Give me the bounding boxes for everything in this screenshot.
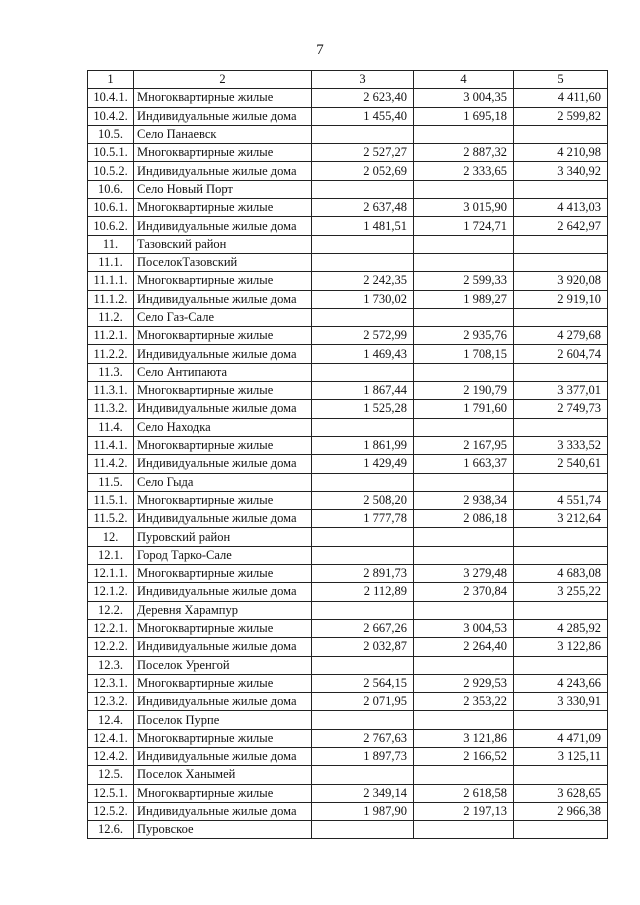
page-number: 7 bbox=[316, 42, 324, 58]
table-row bbox=[88, 455, 608, 473]
row-value-col4: 1 663,37 bbox=[414, 455, 514, 473]
row-value-col3: 2 052,69 bbox=[312, 162, 414, 180]
row-value-col4 bbox=[414, 235, 514, 253]
row-value-col3: 2 112,89 bbox=[312, 583, 414, 601]
row-value-col4: 1 695,18 bbox=[414, 107, 514, 125]
row-value-col5: 2 642,97 bbox=[514, 217, 608, 235]
table-row bbox=[88, 565, 608, 583]
row-value-col5: 2 966,38 bbox=[514, 802, 608, 820]
row-value-col3: 1 897,73 bbox=[312, 747, 414, 765]
row-value-col4: 2 190,79 bbox=[414, 382, 514, 400]
table-row bbox=[88, 400, 608, 418]
row-code: 12.1.2. bbox=[88, 583, 134, 601]
row-value-col4 bbox=[414, 601, 514, 619]
row-code: 11.5.2. bbox=[88, 510, 134, 528]
row-value-col3: 2 032,87 bbox=[312, 638, 414, 656]
table-row bbox=[88, 253, 608, 271]
row-code: 10.6.1. bbox=[88, 199, 134, 217]
row-value-col3 bbox=[312, 180, 414, 198]
row-name: Индивидуальные жилые дома bbox=[134, 107, 312, 125]
table-row bbox=[88, 89, 608, 107]
row-value-col4 bbox=[414, 656, 514, 674]
row-value-col5: 4 551,74 bbox=[514, 491, 608, 509]
row-value-col3: 1 455,40 bbox=[312, 107, 414, 125]
table-row bbox=[88, 107, 608, 125]
row-value-col4 bbox=[414, 253, 514, 271]
row-value-col4 bbox=[414, 125, 514, 143]
row-value-col5 bbox=[514, 821, 608, 839]
row-value-col5: 3 340,92 bbox=[514, 162, 608, 180]
row-value-col4: 2 618,58 bbox=[414, 784, 514, 802]
row-code: 10.6.2. bbox=[88, 217, 134, 235]
row-name: Село Находка bbox=[134, 418, 312, 436]
row-code: 11.4.1. bbox=[88, 436, 134, 454]
row-value-col3 bbox=[312, 711, 414, 729]
table-row bbox=[88, 162, 608, 180]
row-name: Многоквартирные жилые bbox=[134, 565, 312, 583]
row-value-col3: 1 469,43 bbox=[312, 345, 414, 363]
row-name: Многоквартирные жилые bbox=[134, 491, 312, 509]
row-value-col4: 2 167,95 bbox=[414, 436, 514, 454]
row-value-col4: 1 791,60 bbox=[414, 400, 514, 418]
row-code: 11.5. bbox=[88, 473, 134, 491]
row-value-col4: 3 015,90 bbox=[414, 199, 514, 217]
table-body bbox=[88, 89, 608, 839]
header-cell-2: 2 bbox=[134, 71, 312, 89]
row-value-col3: 1 987,90 bbox=[312, 802, 414, 820]
table-row bbox=[88, 382, 608, 400]
row-name: Индивидуальные жилые дома bbox=[134, 290, 312, 308]
row-name: Село Панаевск bbox=[134, 125, 312, 143]
table-row bbox=[88, 418, 608, 436]
row-value-col4 bbox=[414, 180, 514, 198]
row-value-col3 bbox=[312, 528, 414, 546]
row-value-col3: 2 572,99 bbox=[312, 327, 414, 345]
row-name: Многоквартирные жилые bbox=[134, 784, 312, 802]
row-value-col3 bbox=[312, 308, 414, 326]
row-value-col5 bbox=[514, 528, 608, 546]
row-code: 12.5.1. bbox=[88, 784, 134, 802]
row-value-col4 bbox=[414, 766, 514, 784]
row-name: Село Новый Порт bbox=[134, 180, 312, 198]
table-row bbox=[88, 528, 608, 546]
row-value-col5: 2 749,73 bbox=[514, 400, 608, 418]
row-name: Индивидуальные жилые дома bbox=[134, 162, 312, 180]
row-value-col3: 2 242,35 bbox=[312, 272, 414, 290]
row-value-col5 bbox=[514, 363, 608, 381]
row-name: Индивидуальные жилые дома bbox=[134, 747, 312, 765]
table-row bbox=[88, 436, 608, 454]
row-name: Город Тарко-Сале bbox=[134, 546, 312, 564]
row-code: 10.5.1. bbox=[88, 144, 134, 162]
row-value-col3 bbox=[312, 253, 414, 271]
table-row bbox=[88, 473, 608, 491]
row-value-col5: 4 285,92 bbox=[514, 619, 608, 637]
row-value-col4: 1 989,27 bbox=[414, 290, 514, 308]
row-value-col5: 3 333,52 bbox=[514, 436, 608, 454]
row-value-col3: 2 564,15 bbox=[312, 674, 414, 692]
row-code: 12.5. bbox=[88, 766, 134, 784]
table-row bbox=[88, 711, 608, 729]
row-value-col3: 2 071,95 bbox=[312, 693, 414, 711]
row-name: Село Гыда bbox=[134, 473, 312, 491]
row-value-col5 bbox=[514, 180, 608, 198]
row-code: 11.3.1. bbox=[88, 382, 134, 400]
table-row bbox=[88, 601, 608, 619]
row-value-col5: 3 330,91 bbox=[514, 693, 608, 711]
row-value-col3 bbox=[312, 656, 414, 674]
row-value-col4: 2 599,33 bbox=[414, 272, 514, 290]
table-row bbox=[88, 583, 608, 601]
row-value-col3 bbox=[312, 473, 414, 491]
row-code: 12.1. bbox=[88, 546, 134, 564]
row-code: 11.4.2. bbox=[88, 455, 134, 473]
row-value-col3 bbox=[312, 235, 414, 253]
row-value-col3 bbox=[312, 601, 414, 619]
row-name: Многоквартирные жилые bbox=[134, 327, 312, 345]
table-row bbox=[88, 199, 608, 217]
table-row bbox=[88, 638, 608, 656]
row-value-col3: 1 867,44 bbox=[312, 382, 414, 400]
row-code: 10.5. bbox=[88, 125, 134, 143]
table-row bbox=[88, 656, 608, 674]
row-value-col4: 1 724,71 bbox=[414, 217, 514, 235]
row-value-col3: 2 767,63 bbox=[312, 729, 414, 747]
row-code: 11.1.1. bbox=[88, 272, 134, 290]
row-value-col3: 1 481,51 bbox=[312, 217, 414, 235]
row-name: Индивидуальные жилые дома bbox=[134, 638, 312, 656]
table-row bbox=[88, 290, 608, 308]
table-row bbox=[88, 821, 608, 839]
header-row bbox=[88, 71, 608, 89]
table-row bbox=[88, 546, 608, 564]
table-row bbox=[88, 235, 608, 253]
table-row bbox=[88, 766, 608, 784]
row-value-col4: 3 121,86 bbox=[414, 729, 514, 747]
table-row bbox=[88, 125, 608, 143]
row-code: 11.5.1. bbox=[88, 491, 134, 509]
row-value-col4: 2 197,13 bbox=[414, 802, 514, 820]
row-value-col4 bbox=[414, 546, 514, 564]
table-row bbox=[88, 491, 608, 509]
row-value-col5: 4 411,60 bbox=[514, 89, 608, 107]
row-value-col5: 2 540,61 bbox=[514, 455, 608, 473]
table-row bbox=[88, 363, 608, 381]
row-name: Многоквартирные жилые bbox=[134, 199, 312, 217]
header-cell-1: 1 bbox=[88, 71, 134, 89]
row-code: 12.3.2. bbox=[88, 693, 134, 711]
row-code: 12.4. bbox=[88, 711, 134, 729]
row-value-col5: 3 255,22 bbox=[514, 583, 608, 601]
row-value-col3: 1 525,28 bbox=[312, 400, 414, 418]
row-code: 12. bbox=[88, 528, 134, 546]
row-value-col3: 2 667,26 bbox=[312, 619, 414, 637]
row-name: Индивидуальные жилые дома bbox=[134, 583, 312, 601]
row-value-col5: 3 628,65 bbox=[514, 784, 608, 802]
row-value-col3: 1 429,49 bbox=[312, 455, 414, 473]
table-row bbox=[88, 180, 608, 198]
row-value-col5: 3 920,08 bbox=[514, 272, 608, 290]
row-value-col5 bbox=[514, 125, 608, 143]
row-value-col4 bbox=[414, 363, 514, 381]
row-name: Поселок Пурпе bbox=[134, 711, 312, 729]
row-value-col4 bbox=[414, 528, 514, 546]
row-code: 11.2. bbox=[88, 308, 134, 326]
row-name: Индивидуальные жилые дома bbox=[134, 217, 312, 235]
row-value-col5: 4 413,03 bbox=[514, 199, 608, 217]
row-value-col5: 3 125,11 bbox=[514, 747, 608, 765]
row-code: 12.5.2. bbox=[88, 802, 134, 820]
row-code: 12.3. bbox=[88, 656, 134, 674]
row-value-col5 bbox=[514, 473, 608, 491]
row-name: Многоквартирные жилые bbox=[134, 89, 312, 107]
row-value-col4 bbox=[414, 418, 514, 436]
row-value-col5: 3 122,86 bbox=[514, 638, 608, 656]
row-value-col4: 1 708,15 bbox=[414, 345, 514, 363]
rates-table bbox=[87, 70, 608, 839]
row-name: Многоквартирные жилые bbox=[134, 436, 312, 454]
row-code: 12.1.1. bbox=[88, 565, 134, 583]
row-value-col3: 1 861,99 bbox=[312, 436, 414, 454]
table-row bbox=[88, 272, 608, 290]
header-cell-4: 4 bbox=[414, 71, 514, 89]
table-row bbox=[88, 729, 608, 747]
table-row bbox=[88, 693, 608, 711]
row-code: 11. bbox=[88, 235, 134, 253]
row-value-col4: 2 353,22 bbox=[414, 693, 514, 711]
row-value-col3 bbox=[312, 125, 414, 143]
row-code: 11.2.2. bbox=[88, 345, 134, 363]
row-value-col4: 3 279,48 bbox=[414, 565, 514, 583]
row-name: Многоквартирные жилые bbox=[134, 144, 312, 162]
row-value-col4 bbox=[414, 473, 514, 491]
row-value-col3: 1 730,02 bbox=[312, 290, 414, 308]
row-value-col5: 4 243,66 bbox=[514, 674, 608, 692]
row-code: 10.4.1. bbox=[88, 89, 134, 107]
row-name: Индивидуальные жилые дома bbox=[134, 510, 312, 528]
row-value-col5: 4 683,08 bbox=[514, 565, 608, 583]
row-value-col5: 2 599,82 bbox=[514, 107, 608, 125]
row-code: 12.2.2. bbox=[88, 638, 134, 656]
row-value-col4 bbox=[414, 711, 514, 729]
row-value-col4: 2 333,65 bbox=[414, 162, 514, 180]
table-row bbox=[88, 144, 608, 162]
row-value-col5 bbox=[514, 546, 608, 564]
row-name: Многоквартирные жилые bbox=[134, 272, 312, 290]
row-value-col5 bbox=[514, 601, 608, 619]
row-code: 12.3.1. bbox=[88, 674, 134, 692]
row-code: 12.4.1. bbox=[88, 729, 134, 747]
row-name: Индивидуальные жилые дома bbox=[134, 802, 312, 820]
row-value-col5 bbox=[514, 766, 608, 784]
row-code: 11.1. bbox=[88, 253, 134, 271]
row-value-col4: 2 929,53 bbox=[414, 674, 514, 692]
row-code: 12.6. bbox=[88, 821, 134, 839]
row-value-col5: 2 604,74 bbox=[514, 345, 608, 363]
row-name: Индивидуальные жилые дома bbox=[134, 693, 312, 711]
row-value-col4: 2 935,76 bbox=[414, 327, 514, 345]
row-value-col4: 3 004,53 bbox=[414, 619, 514, 637]
row-code: 11.3.2. bbox=[88, 400, 134, 418]
table-row bbox=[88, 345, 608, 363]
row-value-col3 bbox=[312, 418, 414, 436]
row-value-col4: 2 264,40 bbox=[414, 638, 514, 656]
row-code: 12.4.2. bbox=[88, 747, 134, 765]
header-cell-3: 3 bbox=[312, 71, 414, 89]
row-value-col5: 4 471,09 bbox=[514, 729, 608, 747]
row-value-col3: 2 891,73 bbox=[312, 565, 414, 583]
row-value-col3 bbox=[312, 766, 414, 784]
row-value-col5 bbox=[514, 308, 608, 326]
table-row bbox=[88, 308, 608, 326]
row-value-col3: 2 527,27 bbox=[312, 144, 414, 162]
row-name: Многоквартирные жилые bbox=[134, 674, 312, 692]
row-value-col3 bbox=[312, 363, 414, 381]
table-row bbox=[88, 619, 608, 637]
row-name: Поселок Уренгой bbox=[134, 656, 312, 674]
row-name: Село Антипаюта bbox=[134, 363, 312, 381]
table-row bbox=[88, 510, 608, 528]
row-value-col5: 4 210,98 bbox=[514, 144, 608, 162]
row-value-col5: 4 279,68 bbox=[514, 327, 608, 345]
row-code: 11.1.2. bbox=[88, 290, 134, 308]
row-name: Пуровское bbox=[134, 821, 312, 839]
row-name: Пуровский район bbox=[134, 528, 312, 546]
row-name: Тазовский район bbox=[134, 235, 312, 253]
row-name: ПоселокТазовский bbox=[134, 253, 312, 271]
row-value-col5: 3 377,01 bbox=[514, 382, 608, 400]
row-code: 10.4.2. bbox=[88, 107, 134, 125]
row-code: 11.4. bbox=[88, 418, 134, 436]
row-value-col4: 2 370,84 bbox=[414, 583, 514, 601]
row-value-col4: 2 086,18 bbox=[414, 510, 514, 528]
row-value-col3: 2 508,20 bbox=[312, 491, 414, 509]
row-value-col5 bbox=[514, 656, 608, 674]
row-code: 11.3. bbox=[88, 363, 134, 381]
row-code: 11.2.1. bbox=[88, 327, 134, 345]
table-row bbox=[88, 674, 608, 692]
row-name: Многоквартирные жилые bbox=[134, 382, 312, 400]
table-row bbox=[88, 217, 608, 235]
row-value-col3 bbox=[312, 821, 414, 839]
row-name: Индивидуальные жилые дома bbox=[134, 345, 312, 363]
row-value-col4 bbox=[414, 308, 514, 326]
row-value-col5 bbox=[514, 711, 608, 729]
row-value-col3: 2 349,14 bbox=[312, 784, 414, 802]
table-row bbox=[88, 747, 608, 765]
row-value-col4: 2 166,52 bbox=[414, 747, 514, 765]
row-value-col5 bbox=[514, 418, 608, 436]
table-row bbox=[88, 784, 608, 802]
row-value-col3: 2 637,48 bbox=[312, 199, 414, 217]
row-value-col3: 1 777,78 bbox=[312, 510, 414, 528]
row-name: Многоквартирные жилые bbox=[134, 729, 312, 747]
row-code: 12.2. bbox=[88, 601, 134, 619]
row-value-col4: 2 887,32 bbox=[414, 144, 514, 162]
row-code: 10.5.2. bbox=[88, 162, 134, 180]
row-value-col3: 2 623,40 bbox=[312, 89, 414, 107]
row-name: Деревня Харампур bbox=[134, 601, 312, 619]
row-value-col4: 2 938,34 bbox=[414, 491, 514, 509]
table-row bbox=[88, 802, 608, 820]
row-value-col5 bbox=[514, 235, 608, 253]
row-name: Многоквартирные жилые bbox=[134, 619, 312, 637]
row-value-col5: 3 212,64 bbox=[514, 510, 608, 528]
row-value-col4: 3 004,35 bbox=[414, 89, 514, 107]
row-value-col4 bbox=[414, 821, 514, 839]
header-cell-5: 5 bbox=[514, 71, 608, 89]
row-name: Индивидуальные жилые дома bbox=[134, 455, 312, 473]
row-name: Индивидуальные жилые дома bbox=[134, 400, 312, 418]
row-value-col5: 2 919,10 bbox=[514, 290, 608, 308]
row-name: Село Газ-Сале bbox=[134, 308, 312, 326]
row-value-col5 bbox=[514, 253, 608, 271]
row-code: 12.2.1. bbox=[88, 619, 134, 637]
row-code: 10.6. bbox=[88, 180, 134, 198]
table-row bbox=[88, 327, 608, 345]
row-name: Поселок Ханымей bbox=[134, 766, 312, 784]
row-value-col3 bbox=[312, 546, 414, 564]
